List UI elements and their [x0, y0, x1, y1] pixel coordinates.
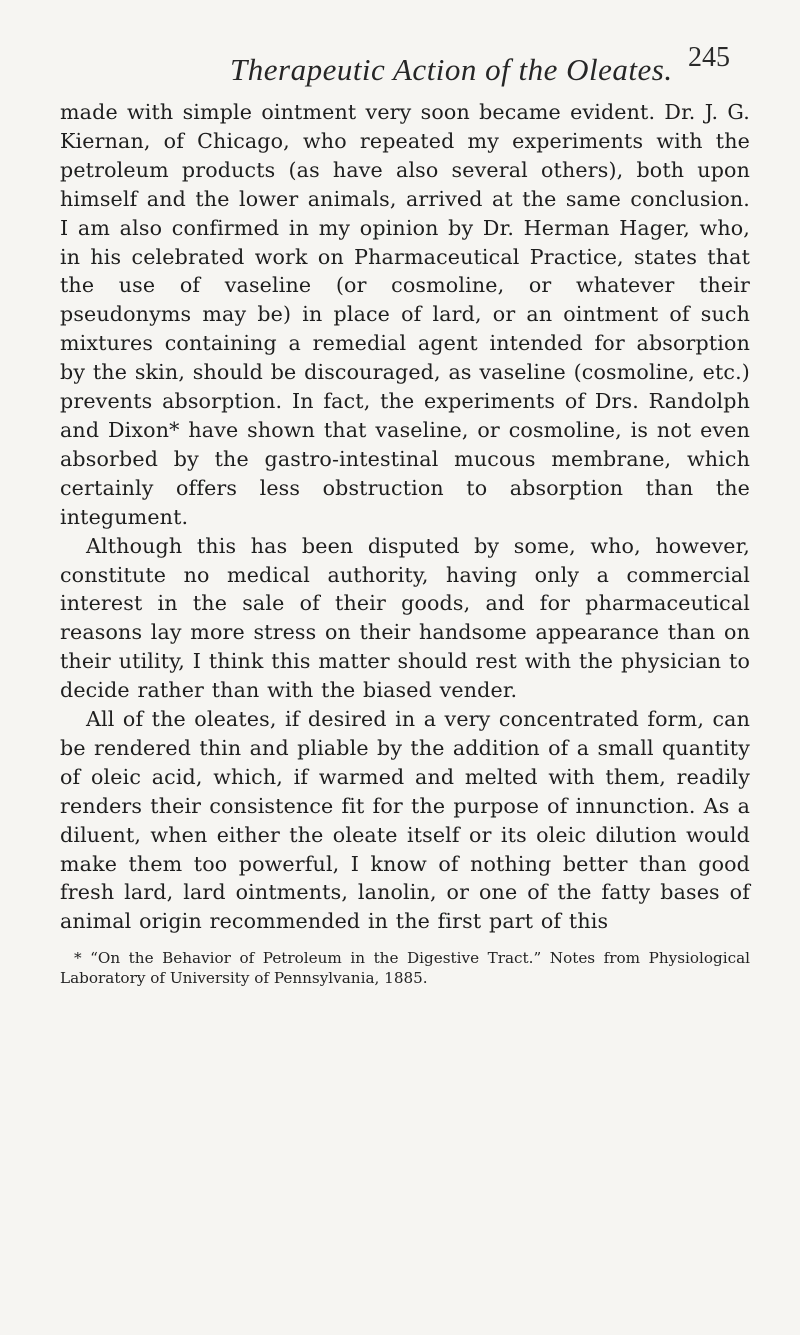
page-number: 245: [688, 42, 730, 73]
paragraph: All of the oleates, if desired in a very concentrated form, can be rendered thin and pliable by the addition of a small quantity of oleic acid, which, if warmed and melted with them, readily renders their consistence fit for the purpose of innunction. As a diluent, when either the oleate itself or its oleic dilution would make them too powerful, I know of nothing better than good fresh lard, lard ointments, lanolin, or one of the fatty bases of animal origin recommended in the first part of this: [60, 707, 750, 934]
body-text: [60, 98, 750, 936]
running-title: Therapeutic Action of the Oleates.: [230, 52, 673, 87]
page-header: [60, 40, 750, 98]
book-page: [60, 40, 750, 1003]
paragraph: Although this has been disputed by some, who, however, constitute no medical authority, having only a commercial interest in the sale of their goods, and for pharmaceutical reasons lay more stress on their handsome appearance than on their utility, I think this matter should rest with the physician to decide rather than with the biased vender.: [60, 533, 750, 703]
paragraph: made with simple ointment very soon became evident. Dr. J. G. Kiernan, of Chicago, who repeated my experiments with the petroleum products (as have also several others), both upon himself and the lower animals, arrived at the same conclusion. I am also confirmed in my opinion by Dr. Herman Hager, who, in his celebrated work on Pharmaceutical Practice, states that the use of vaseline (or cosmoline, or whatever their pseudonyms may be) in place of lard, or an ointment of such mixtures containing a remedial agent intended for absorption by the skin, should be discouraged, as vaseline (cosmoline, etc.) prevents absorption. In fact, the experiments of Drs. Randolph and Dixon* have shown that vaseline, or cosmoline, is not even absorbed by the gastro-intestinal mucous membrane, which certainly offers less obstruction to absorption than the integument.: [60, 100, 750, 529]
footnote: * “On the Behavior of Petroleum in the Digestive Tract.” Notes from Physiological Laboratory of University of Pennsylvania, 1885.: [60, 949, 750, 988]
